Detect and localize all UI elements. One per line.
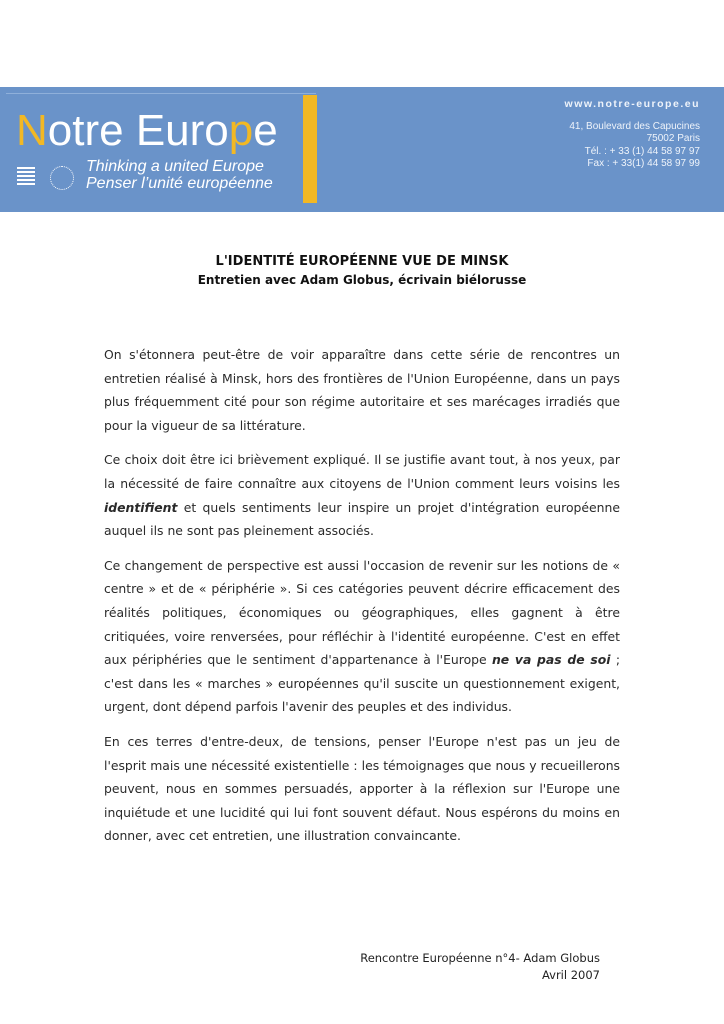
logo-letter: p <box>228 106 254 155</box>
notre-europe-logo <box>16 106 278 155</box>
logo-text: otre Euro <box>47 106 229 155</box>
address-city: 75002 Paris <box>646 133 700 144</box>
paragraph <box>104 448 620 542</box>
tagline-fr: Penser l’unité européenne <box>86 175 273 192</box>
document-body <box>104 343 620 859</box>
fax: Fax : + 33(1) 44 58 97 99 <box>587 158 700 169</box>
footer-date: Avril 2007 <box>541 968 600 982</box>
paragraph-text: ; c'est dans les « marches » européennes qu'il suscite un questionnement exigent, urgent, dont dépend parfois l'avenir des peuples et des individus. <box>104 652 621 715</box>
emphasis: identifient <box>104 499 178 515</box>
website-link[interactable]: www.notre-europe.eu <box>564 98 700 110</box>
paragraph-text: On s'étonnera peut-être de voir apparaître dans cette série de rencontres un entretien réalisé à Minsk, hors des frontières de l'Union Européenne, dans un pays plus fréquemment cité pour son régime autoritaire et ses marécages irradiés que pour la vigueur de sa littérature. <box>104 347 620 433</box>
logo-letter: N <box>16 106 48 155</box>
paragraph-text: Ce choix doit être ici brièvement expliqué. Il se justifie avant tout, à nos yeux, par la nécessité de faire connaître aux citoyens de l'Union comment leurs voisins les <box>104 452 620 491</box>
address-street: 41, Boulevard des Capucines <box>569 120 700 132</box>
logo-text: e <box>253 106 278 155</box>
emphasis: ne va pas de soi <box>491 652 611 668</box>
paragraph <box>104 554 620 719</box>
document-subtitle: Entretien avec Adam Globus, écrivain biélorusse <box>197 273 527 287</box>
document-title: L'IDENTITÉ EUROPÉENNE VUE DE MINSK <box>215 254 509 269</box>
header-banner <box>0 87 724 212</box>
tagline-en: Thinking a united Europe <box>86 158 264 175</box>
document-icon <box>17 167 35 189</box>
footer-series: Rencontre Européenne n°4- Adam Globus <box>360 951 600 965</box>
paragraph <box>104 730 620 848</box>
paragraph-text: En ces terres d'entre-deux, de tensions, penser l'Europe n'est pas un jeu de l'esprit mais une nécessité existentielle : les témoignages que nous y recueillerons peuvent, nous en sommes persuadés, apporter à la réflexion sur l'Europe une inquiétude et une lucidité qui lui font souvent défaut. Nous espérons du moins en donner, avec cet entretien, une illustration convaincante. <box>104 733 620 844</box>
logo-accent-bar <box>303 95 317 203</box>
tagline <box>86 158 273 192</box>
phone: Tél. : + 33 (1) 44 58 97 97 <box>584 145 700 157</box>
eu-stars-icon <box>50 166 74 190</box>
divider <box>6 93 316 94</box>
paragraph-text: Ce changement de perspective est aussi l'occasion de revenir sur les notions de « centre » et de « périphérie ». Si ces catégories peuvent décrire efficacement des réalités politiques, économiques ou géographiques, elles gagnent à être critiquées, voire renversées, pour réfléchir à l'identité européenne. C'est en effet aux périphéries que le sentiment d'appartenance à l'Europe <box>104 557 620 668</box>
paragraph-text: et quels sentiments leur inspire un projet d'intégration européenne auquel ils ne sont pas pleinement associés. <box>104 499 620 539</box>
paragraph <box>104 343 620 437</box>
footer <box>360 950 600 984</box>
contact-info <box>565 98 700 171</box>
